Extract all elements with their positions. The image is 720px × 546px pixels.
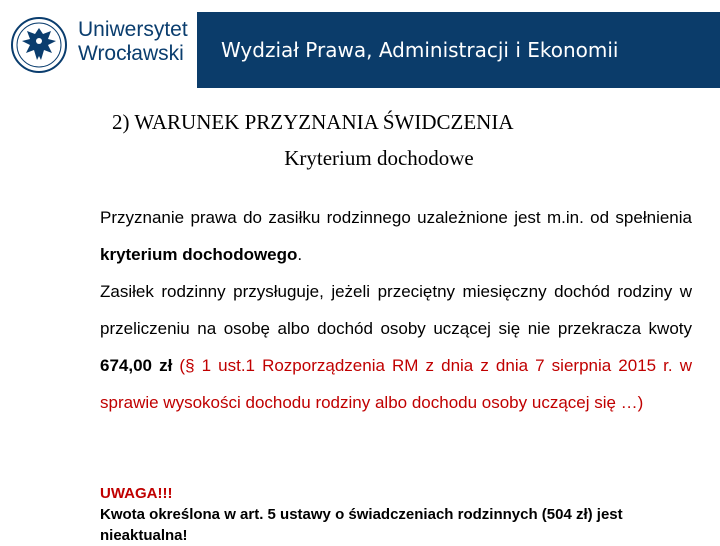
amount-value: 674,00 zł bbox=[100, 356, 173, 375]
regulation-reference: (§ 1 ust.1 Rozporządzenia RM z dnia z dnia 7 sierpnia 2015 r. w sprawie wysokości dochodu rodziny albo dochodu osoby uczącej się …) bbox=[100, 356, 692, 412]
university-eagle-emblem-icon bbox=[10, 16, 68, 74]
warning-label: UWAGA!!! bbox=[100, 485, 173, 502]
paragraph-1-bold: kryterium dochodowego bbox=[100, 245, 298, 264]
slide-subheading: Kryterium dochodowe bbox=[284, 146, 474, 170]
warning-note bbox=[100, 483, 700, 546]
paragraph-2-text: Zasiłek rodzinny przysługuje, jeżeli przeciętny miesięczny dochód rodziny w przeliczeniu na osobę albo dochód osoby uczącej się nie przekracza kwoty bbox=[100, 282, 692, 338]
paragraph-2 bbox=[100, 273, 692, 421]
slide-body bbox=[100, 199, 692, 421]
logo-line-1: Uniwersytet bbox=[78, 18, 188, 41]
paragraph-1-end: . bbox=[297, 245, 303, 264]
faculty-title: Wydział Prawa, Administracji i Ekonomii bbox=[221, 38, 619, 62]
title-bar bbox=[197, 12, 720, 88]
paragraph-1 bbox=[100, 199, 692, 273]
header bbox=[0, 0, 720, 88]
paragraph-1-text: Przyznanie prawa do zasiłku rodzinnego uzależnione jest m.in. od spełnienia bbox=[100, 208, 692, 227]
slide-content bbox=[0, 88, 720, 544]
university-logo bbox=[10, 14, 195, 74]
warning-text: Kwota określona w art. 5 ustawy o świadczeniach rodzinnych (504 zł) jest nieaktualna! bbox=[100, 506, 623, 544]
logo-line-2: Wrocławski bbox=[78, 42, 184, 65]
slide-heading: 2) WARUNEK PRZYZNANIA ŚWIDCZENIA bbox=[112, 110, 514, 134]
